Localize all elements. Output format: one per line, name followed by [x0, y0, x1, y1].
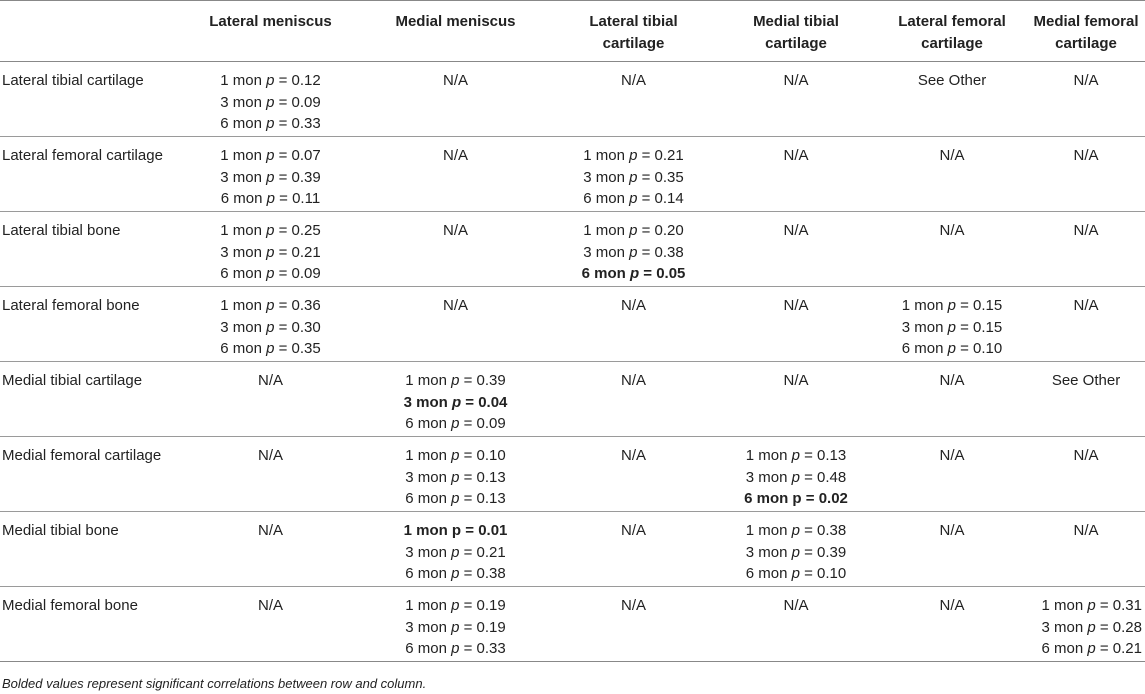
na-cell: N/A	[552, 287, 715, 362]
p-symbol: p	[791, 543, 800, 561]
p-value: = 0.11	[275, 190, 321, 207]
row-label: Medial tibial cartilage	[0, 362, 182, 437]
na-cell: N/A	[1027, 62, 1145, 137]
p-value: = 0.13	[459, 490, 506, 507]
timepoint-label: 1 mon	[901, 297, 948, 314]
row-label: Medial femoral bone	[0, 587, 182, 662]
na-cell: N/A	[877, 587, 1027, 662]
p-value-line	[182, 113, 359, 135]
row-label: Medial tibial bone	[0, 512, 182, 587]
na-cell: N/A	[182, 437, 359, 512]
timepoint-label: 3 mon	[220, 93, 267, 111]
p-value-line	[715, 520, 877, 542]
p-symbol: p	[629, 147, 638, 164]
p-value-line	[359, 617, 552, 639]
p-value-line	[182, 242, 359, 264]
p-value: = 0.25	[274, 222, 321, 239]
timepoint-label: 1 mon	[1041, 597, 1088, 614]
na-cell: N/A	[715, 62, 877, 137]
p-value: = 0.28	[1095, 618, 1142, 636]
p-symbol: p	[791, 522, 800, 539]
p-value: = 0.33	[459, 640, 506, 657]
timepoint-label: 6 mon	[901, 340, 948, 357]
column-header-line: cartilage	[921, 34, 983, 52]
na-cell: N/A	[182, 512, 359, 587]
p-value-line	[715, 563, 877, 585]
p-symbol: p	[451, 565, 460, 582]
p-symbol: p	[266, 297, 275, 314]
p-symbol: p	[266, 72, 275, 89]
na-cell: N/A	[877, 212, 1027, 287]
p-value-line	[359, 595, 552, 617]
p-value-cell	[182, 212, 359, 287]
na-cell: N/A	[1027, 437, 1145, 512]
p-value: = 0.10	[459, 447, 506, 464]
p-value: = 0.21	[1095, 640, 1142, 657]
na-cell: N/A	[359, 137, 552, 212]
timepoint-label: 1 mon	[405, 372, 452, 389]
p-symbol: p	[266, 168, 275, 186]
p-value-line	[1027, 617, 1142, 639]
na-cell: N/A	[715, 212, 877, 287]
timepoint-label: 6 mon	[745, 565, 792, 582]
timepoint-label: 6 mon	[220, 340, 267, 357]
table-body	[0, 62, 1145, 662]
timepoint-label: 1 mon	[220, 147, 267, 164]
p-value: = 0.20	[637, 222, 684, 239]
timepoint-label: 3 mon	[745, 543, 792, 561]
table-row	[0, 437, 1145, 512]
p-value-line	[182, 92, 359, 114]
p-value-line	[359, 370, 552, 392]
p-value: = 0.38	[459, 565, 506, 582]
p-value: = 0.31	[1095, 597, 1142, 614]
column-header	[877, 1, 1027, 62]
row-label: Lateral femoral bone	[0, 287, 182, 362]
p-value-line	[182, 188, 359, 210]
p-symbol: p	[947, 340, 956, 357]
p-value-line	[715, 445, 877, 467]
p-symbol: p	[1087, 597, 1096, 614]
table-header	[0, 1, 1145, 62]
p-symbol: p	[451, 447, 460, 464]
na-cell: N/A	[715, 137, 877, 212]
p-symbol: p	[451, 393, 462, 411]
p-value: = 0.04	[461, 393, 508, 411]
p-value: = 0.05	[639, 265, 686, 282]
timepoint-label: 1 mon	[405, 597, 452, 614]
row-label: Lateral tibial bone	[0, 212, 182, 287]
p-symbol: p	[266, 265, 275, 282]
p-value-cell	[877, 287, 1027, 362]
p-value: = 0.48	[799, 468, 847, 486]
table-row	[0, 212, 1145, 287]
p-symbol: p	[266, 243, 275, 261]
p-symbol: p	[1087, 640, 1096, 657]
timepoint-label: 1 mon	[220, 297, 267, 314]
header-row	[0, 1, 1145, 62]
timepoint-label: 3 mon	[901, 318, 948, 336]
p-value-line	[552, 188, 715, 210]
column-header-line: Medial tibial	[753, 13, 839, 30]
p-value: = 0.14	[637, 190, 684, 207]
significant-p-value	[552, 263, 715, 285]
timepoint-label: 6 mon	[581, 265, 630, 282]
p-value-cell	[182, 62, 359, 137]
p-value-line	[182, 167, 359, 189]
timepoint-label: 3 mon	[583, 243, 630, 261]
p-symbol: p	[791, 447, 800, 464]
timepoint-label: 1 mon	[745, 522, 792, 539]
p-value-line	[182, 145, 359, 167]
timepoint-label: 6 mon	[405, 565, 452, 582]
p-value-line	[877, 317, 1027, 339]
p-value-cell	[182, 137, 359, 212]
na-cell: N/A	[552, 437, 715, 512]
column-header-line: Lateral tibial	[589, 13, 678, 30]
p-value: = 0.38	[799, 522, 847, 539]
p-symbol: p	[451, 640, 460, 657]
table-row	[0, 62, 1145, 137]
timepoint-label: 6 mon	[1041, 640, 1088, 657]
column-header	[552, 1, 715, 62]
p-value: = 0.09	[274, 93, 321, 111]
timepoint-label: 6 mon	[220, 265, 267, 282]
p-symbol: p	[451, 415, 460, 432]
p-value: = 0.39	[459, 372, 506, 389]
timepoint-label: 3 mon	[1041, 618, 1088, 636]
na-cell: N/A	[552, 512, 715, 587]
significant-p-value	[359, 520, 552, 542]
timepoint-label: 3 mon	[220, 168, 267, 186]
table-row	[0, 362, 1145, 437]
p-symbol: p	[451, 372, 460, 389]
timepoint-label: 6 mon	[220, 190, 267, 207]
p-value: = 0.07	[274, 147, 321, 164]
p-value: = 0.12	[274, 72, 321, 89]
p-value-cell	[359, 512, 552, 587]
timepoint-label: 1 mon	[583, 147, 630, 164]
p-symbol: p	[629, 168, 638, 186]
timepoint-label: 3 mon	[745, 468, 792, 486]
p-symbol: p	[451, 468, 460, 486]
p-value: = 0.35	[274, 340, 321, 357]
p-symbol: p	[266, 115, 275, 132]
p-value-line	[182, 220, 359, 242]
na-cell: N/A	[715, 362, 877, 437]
p-value-cell	[1027, 587, 1145, 662]
column-header-line: Lateral femoral	[898, 13, 1006, 30]
p-symbol: p	[1087, 618, 1096, 636]
p-value: = 0.35	[637, 168, 684, 186]
na-cell: N/A	[359, 212, 552, 287]
na-cell: N/A	[877, 437, 1027, 512]
table-row	[0, 587, 1145, 662]
p-symbol: p	[451, 543, 460, 561]
p-value-line	[359, 563, 552, 585]
p-value: = 0.21	[274, 243, 321, 261]
p-symbol: p	[629, 243, 638, 261]
timepoint-label: 6 mon	[405, 415, 452, 432]
column-header	[359, 1, 552, 62]
na-cell: N/A	[552, 587, 715, 662]
p-value-line	[359, 445, 552, 467]
timepoint-label: 1 mon p = 0.01	[403, 522, 508, 539]
p-value: = 0.15	[955, 297, 1003, 314]
p-value-line	[182, 70, 359, 92]
table-row	[0, 137, 1145, 212]
p-value: = 0.30	[274, 318, 321, 336]
timepoint-label: 3 mon	[403, 393, 452, 411]
p-value-line	[1027, 638, 1142, 660]
timepoint-label: 6 mon p = 0.02	[744, 490, 848, 507]
timepoint-label: 1 mon	[220, 72, 267, 89]
p-symbol: p	[266, 222, 275, 239]
p-value-line	[715, 467, 877, 489]
na-cell: N/A	[715, 587, 877, 662]
p-symbol: p	[266, 340, 275, 357]
p-value: = 0.19	[459, 618, 506, 636]
na-cell: N/A	[877, 362, 1027, 437]
p-value: = 0.36	[274, 297, 321, 314]
p-value-line	[552, 242, 715, 264]
p-value-line	[552, 167, 715, 189]
p-value-cell	[359, 437, 552, 512]
column-header	[1027, 1, 1145, 62]
p-value-line	[1027, 595, 1142, 617]
p-value-cell	[715, 512, 877, 587]
timepoint-label: 3 mon	[405, 543, 452, 561]
na-cell: N/A	[182, 587, 359, 662]
column-header-line: cartilage	[765, 34, 827, 52]
p-value: = 0.39	[274, 168, 321, 186]
timepoint-label: 6 mon	[405, 490, 452, 507]
p-value-line	[877, 338, 1027, 360]
p-value-line	[552, 145, 715, 167]
p-value: = 0.19	[459, 597, 506, 614]
p-value: = 0.21	[459, 543, 506, 561]
p-value-line	[359, 488, 552, 510]
column-header-line: Medial meniscus	[395, 13, 516, 30]
significant-p-value	[359, 392, 552, 414]
p-value-cell	[359, 587, 552, 662]
p-value-line	[182, 338, 359, 360]
p-symbol: p	[947, 318, 956, 336]
table-footnote: Bolded values represent significant correlations between row and column.	[2, 676, 427, 691]
timepoint-label: 3 mon	[405, 468, 452, 486]
column-header-line: Medial femoral	[1033, 13, 1139, 30]
row-label: Lateral femoral cartilage	[0, 137, 182, 212]
p-symbol: p	[451, 490, 460, 507]
p-value: = 0.09	[274, 265, 321, 282]
p-value: = 0.33	[274, 115, 321, 132]
p-symbol: p	[629, 190, 638, 207]
p-symbol: p	[629, 222, 638, 239]
row-label: Medial femoral cartilage	[0, 437, 182, 512]
p-value-cell	[359, 362, 552, 437]
p-symbol: p	[451, 618, 460, 636]
column-header-line: cartilage	[602, 34, 665, 52]
p-value-line	[359, 542, 552, 564]
timepoint-label: 1 mon	[405, 447, 452, 464]
timepoint-label: 1 mon	[583, 222, 630, 239]
p-value: = 0.13	[799, 447, 847, 464]
p-symbol: p	[947, 297, 956, 314]
na-cell: N/A	[1027, 212, 1145, 287]
p-value: = 0.10	[955, 340, 1003, 357]
column-header	[715, 1, 877, 62]
p-value-line	[359, 467, 552, 489]
timepoint-label: 3 mon	[220, 318, 267, 336]
timepoint-label: 1 mon	[745, 447, 792, 464]
see-other-cell: See Other	[877, 62, 1027, 137]
na-cell: N/A	[1027, 287, 1145, 362]
p-value-line	[877, 295, 1027, 317]
timepoint-label: 3 mon	[405, 618, 452, 636]
p-value: = 0.39	[799, 543, 847, 561]
p-value: = 0.21	[637, 147, 684, 164]
na-cell: N/A	[1027, 137, 1145, 212]
p-value: = 0.10	[799, 565, 847, 582]
timepoint-label: 1 mon	[220, 222, 267, 239]
na-cell: N/A	[877, 137, 1027, 212]
na-cell: N/A	[182, 362, 359, 437]
p-symbol: p	[266, 318, 275, 336]
p-value-line	[715, 542, 877, 564]
p-value: = 0.13	[459, 468, 506, 486]
p-symbol: p	[266, 190, 275, 207]
p-value-cell	[182, 287, 359, 362]
timepoint-label: 6 mon	[405, 640, 452, 657]
column-header-line: cartilage	[1055, 34, 1117, 52]
p-value: = 0.09	[459, 415, 506, 432]
p-value-line	[182, 317, 359, 339]
p-value-line	[182, 295, 359, 317]
p-symbol: p	[451, 597, 460, 614]
p-value-line	[182, 263, 359, 285]
p-value-line	[359, 638, 552, 660]
p-value-line	[552, 220, 715, 242]
timepoint-label: 3 mon	[220, 243, 267, 261]
na-cell: N/A	[359, 62, 552, 137]
see-other-cell: See Other	[1027, 362, 1145, 437]
column-header	[182, 1, 359, 62]
table-row	[0, 287, 1145, 362]
table-row	[0, 512, 1145, 587]
p-value: = 0.15	[955, 318, 1003, 336]
p-symbol: p	[266, 93, 275, 111]
timepoint-label: 3 mon	[583, 168, 630, 186]
na-cell: N/A	[552, 362, 715, 437]
p-value-cell	[552, 137, 715, 212]
na-cell: N/A	[1027, 512, 1145, 587]
p-symbol: p	[629, 265, 640, 282]
header-corner	[0, 1, 182, 62]
p-value: = 0.38	[637, 243, 684, 261]
na-cell: N/A	[552, 62, 715, 137]
row-label: Lateral tibial cartilage	[0, 62, 182, 137]
na-cell: N/A	[877, 512, 1027, 587]
p-symbol: p	[266, 147, 275, 164]
na-cell: N/A	[359, 287, 552, 362]
p-symbol: p	[791, 468, 800, 486]
p-value-cell	[552, 212, 715, 287]
p-value-line	[359, 413, 552, 435]
na-cell: N/A	[715, 287, 877, 362]
p-value-cell	[715, 437, 877, 512]
timepoint-label: 6 mon	[583, 190, 630, 207]
p-symbol: p	[791, 565, 800, 582]
column-header-line: Lateral meniscus	[209, 13, 332, 30]
significant-p-value	[715, 488, 877, 510]
timepoint-label: 6 mon	[220, 115, 267, 132]
